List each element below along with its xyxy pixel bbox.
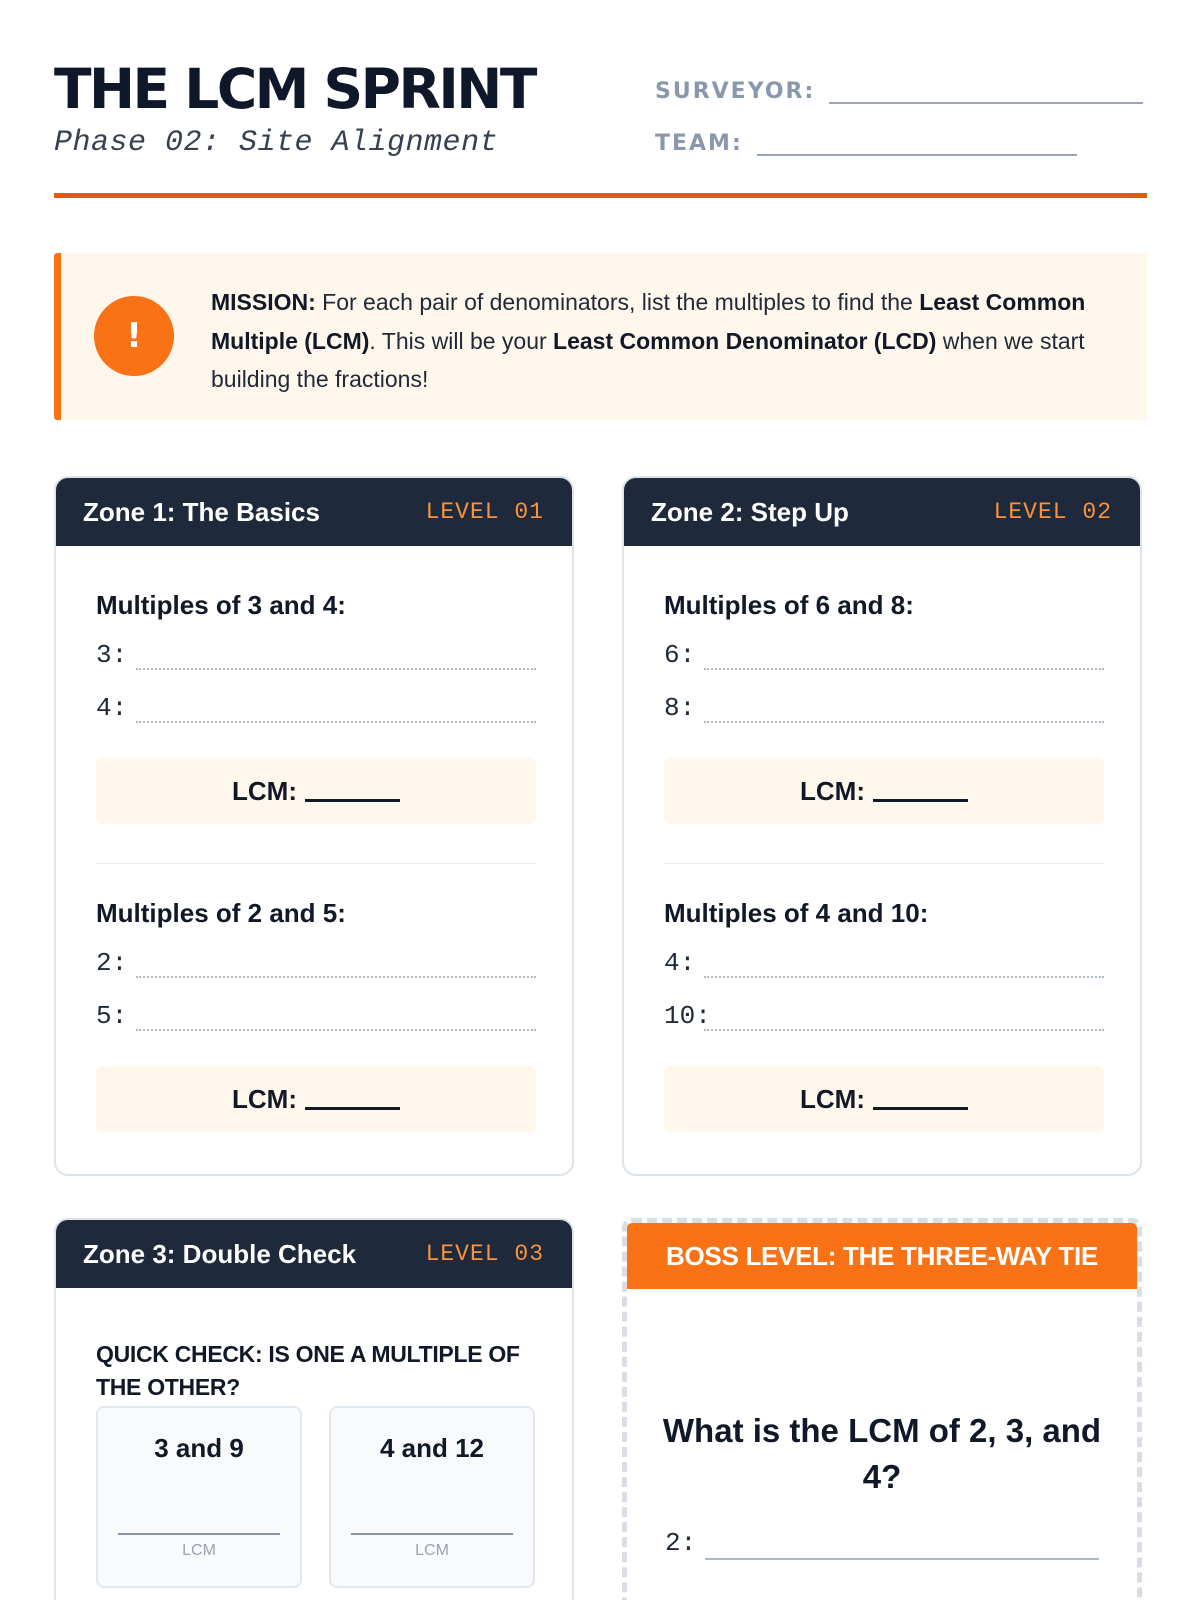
- surveyor-row: [655, 76, 1143, 104]
- zone-2-header: [624, 478, 1140, 546]
- boss-level-header: BOSS LEVEL: THE THREE-WAY TIE: [627, 1223, 1137, 1289]
- answer-line[interactable]: [705, 1558, 1099, 1560]
- pair-card-4-and-12: [329, 1406, 535, 1588]
- boss-level-card: [622, 1218, 1142, 1600]
- problem-title: Multiples of 2 and 5:: [96, 898, 346, 928]
- lcm-label: LCM:: [800, 1083, 865, 1114]
- surveyor-field[interactable]: [829, 76, 1143, 104]
- multiples-row: [96, 983, 536, 1036]
- lcm-blank[interactable]: [305, 780, 400, 802]
- lcm-answer-box: [664, 758, 1104, 824]
- pair-card-3-and-9: [96, 1406, 302, 1588]
- boss-question: What is the LCM of 2, 3, and 4?: [662, 1412, 1102, 1495]
- mission-banner: [54, 253, 1147, 420]
- zone-3-title: Zone 3: Double Check: [83, 1238, 357, 1269]
- zone-1-title: Zone 1: The Basics: [83, 496, 320, 527]
- mission-text: [211, 283, 1111, 399]
- lcm-answer-box: [96, 758, 536, 824]
- multiples-row: [664, 983, 1104, 1036]
- team-field[interactable]: [757, 128, 1077, 156]
- problem-3-and-4: [96, 590, 536, 728]
- row-label: 2:: [96, 948, 128, 978]
- pair-label: 4 and 12: [379, 1433, 485, 1463]
- page-subtitle: Phase 02: Site Alignment: [54, 126, 499, 160]
- mission-bold-lcd: Least Common Denominator (LCD): [553, 327, 937, 354]
- zone-1-level: LEVEL 01: [425, 499, 544, 525]
- zone-3-header: [56, 1220, 572, 1288]
- zone-2-card: [622, 476, 1142, 1176]
- row-label: 3:: [96, 640, 128, 670]
- row-label: 2:: [665, 1528, 697, 1558]
- mission-text-part: when we start building the fractions!: [211, 327, 1085, 392]
- answer-line[interactable]: [136, 976, 536, 978]
- problem-title: Multiples of 3 and 4:: [96, 590, 346, 620]
- lcm-answer-box: [96, 1066, 536, 1132]
- zone-3-level: LEVEL 03: [425, 1241, 544, 1267]
- boss-multiples-row: [665, 1528, 1099, 1568]
- pair-label: 3 and 9: [154, 1433, 244, 1463]
- mission-lead: MISSION:: [211, 289, 316, 315]
- zone-3-card: [54, 1218, 574, 1600]
- answer-line[interactable]: [136, 668, 536, 670]
- row-label: 10:: [664, 1001, 711, 1031]
- divider: [96, 863, 536, 864]
- mission-bold-lcm: Least Common Multiple (LCM): [211, 289, 1086, 354]
- multiples-row: [664, 930, 1104, 983]
- pair-caption: LCM: [182, 1542, 216, 1559]
- zone-2-title: Zone 2: Step Up: [651, 496, 849, 527]
- problem-2-and-5: [96, 898, 536, 1036]
- lcm-label: LCM:: [232, 775, 297, 806]
- zone-2-level: LEVEL 02: [993, 499, 1112, 525]
- multiples-row: [96, 930, 536, 983]
- answer-line[interactable]: [136, 721, 536, 723]
- team-row: [655, 128, 1077, 156]
- answer-line[interactable]: [704, 976, 1104, 978]
- multiples-row: [664, 675, 1104, 728]
- worksheet-header: [54, 0, 1147, 200]
- answer-line[interactable]: [136, 1029, 536, 1031]
- divider: [664, 863, 1104, 864]
- problem-title: Multiples of 4 and 10:: [664, 898, 929, 928]
- answer-line[interactable]: [704, 668, 1104, 670]
- mission-text-part: For each pair of denominators, list the multiples to find the: [315, 289, 920, 315]
- surveyor-label: SURVEYOR:: [655, 79, 816, 104]
- row-label: 4:: [96, 693, 128, 723]
- page-title: THE LCM SPRINT: [54, 57, 535, 121]
- problem-6-and-8: [664, 590, 1104, 728]
- row-label: 5:: [96, 1001, 128, 1031]
- team-label: TEAM:: [655, 131, 743, 156]
- multiples-row: [664, 622, 1104, 675]
- lcm-label: LCM:: [800, 775, 865, 806]
- quick-check-title: QUICK CHECK: IS ONE A MULTIPLE OF THE OTHER?: [96, 1341, 520, 1400]
- answer-line[interactable]: [704, 721, 1104, 723]
- row-label: 4:: [664, 948, 696, 978]
- row-label: 6:: [664, 640, 696, 670]
- zone-1-card: [54, 476, 574, 1176]
- row-label: 8:: [664, 693, 696, 723]
- worksheet: [54, 0, 1147, 1559]
- mission-text-part: . This will be your: [369, 327, 554, 354]
- zone-1-header: [56, 478, 572, 546]
- pair-answer-line[interactable]: [118, 1533, 280, 1535]
- lcm-blank[interactable]: [305, 1088, 400, 1110]
- pair-answer-line[interactable]: [351, 1533, 513, 1535]
- lcm-label: LCM:: [232, 1083, 297, 1114]
- problem-4-and-10: [664, 898, 1104, 1036]
- lcm-answer-box: [664, 1066, 1104, 1132]
- lcm-blank[interactable]: [873, 780, 968, 802]
- answer-line[interactable]: [704, 1029, 1104, 1031]
- problem-title: Multiples of 6 and 8:: [664, 590, 914, 620]
- pair-caption: LCM: [415, 1542, 449, 1559]
- multiples-row: [96, 675, 536, 728]
- multiples-row: [96, 622, 536, 675]
- lcm-blank[interactable]: [873, 1088, 968, 1110]
- exclamation-icon: !: [94, 296, 174, 376]
- header-rule: [54, 193, 1147, 198]
